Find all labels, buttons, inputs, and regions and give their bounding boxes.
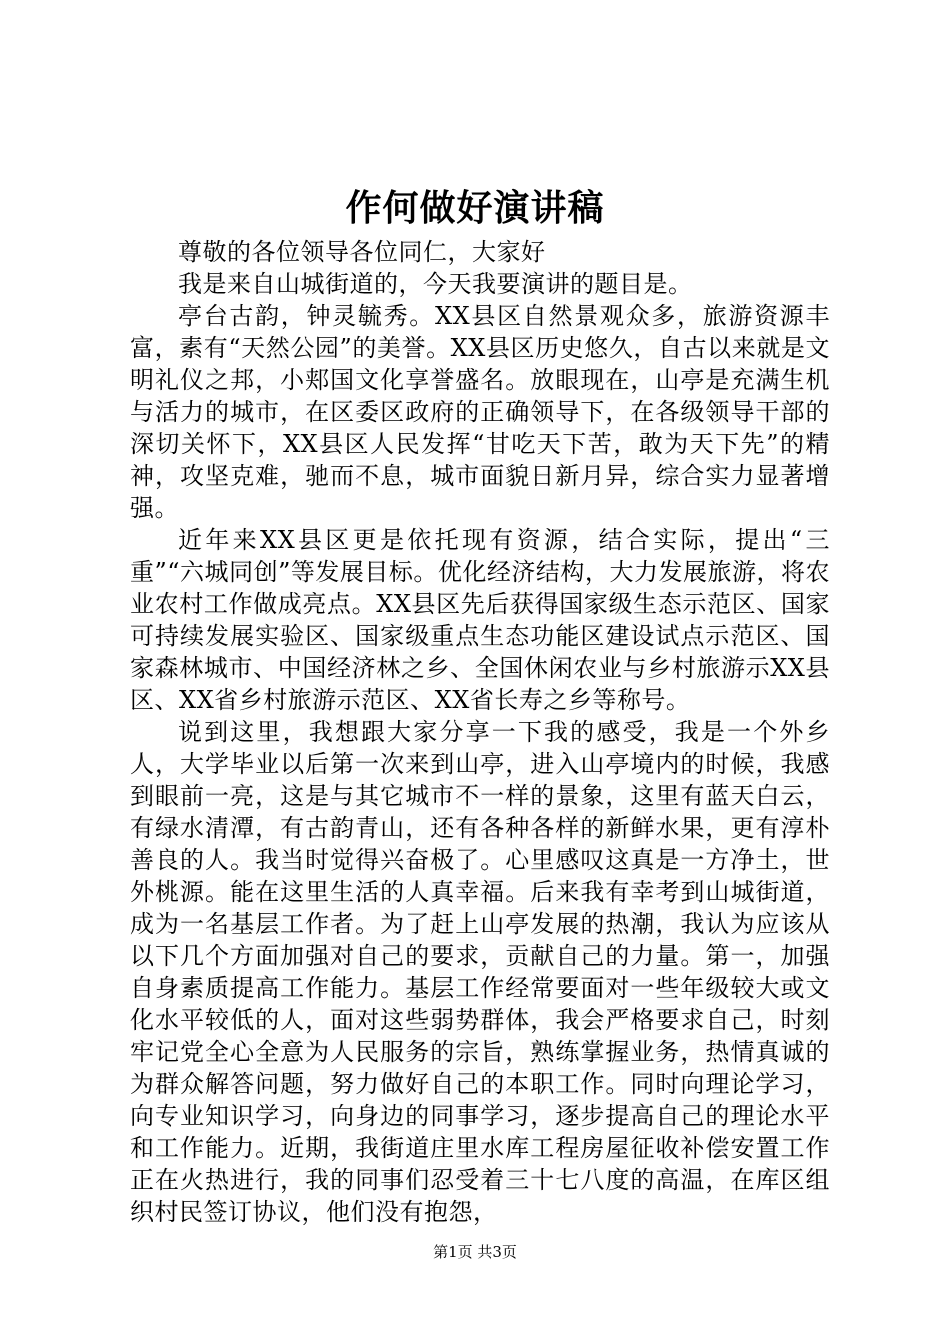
paragraph-development: 近年来XX县区更是依托现有资源，结合实际，提出“三重”“六城同创”等发展目标。优化经济结构，大力发展旅游，将农业农村工作做成亮点。XX县区先后获得国家级生态示范区、国家可持续发展实验区、国家级重点生态功能区建设试点示范区、国家森林城市、中国经济林之乡、全国休闲农业与乡村旅游示XX县区、XX省乡村旅游示范区、XX省长寿之乡等称号。 bbox=[130, 526, 830, 714]
document-body bbox=[130, 236, 830, 1228]
page-footer: 第1页 共3页 bbox=[433, 1243, 517, 1261]
paragraph-experience: 说到这里，我想跟大家分享一下我的感受，我是一个外乡人，大学毕业以后第一次来到山亭，进入山亭境内的时候，我感到眼前一亮，这是与其它城市不一样的景象，这里有蓝天白云，有绿水清潭，有古韵青山，还有各种各样的新鲜水果，更有淳朴善良的人。我当时觉得兴奋极了。心里感叹这真是一方净土，世外桃源。能在这里生活的人真幸福。后来我有幸考到山城街道，成为一名基层工作者。为了赶上山亭发展的热潮，我认为应该从以下几个方面加强对自己的要求，贡献自己的力量。第一，加强自身素质提高工作能力。基层工作经常要面对一些年级较大或文化水平较低的人，面对这些弱势群体，我会严格要求自己，时刻牢记党全心全意为人民服务的宗旨，熟练掌握业务，热情真诚的为群众解答问题，努力做好自己的本职工作。同时向理论学习，向专业知识学习，向身边的同事学习，逐步提高自己的理论水平和工作能力。近期，我街道庄里水库工程房屋征收补偿安置工作正在火热进行，我的同事们忍受着三十七八度的高温，在库区组织村民签订协议，他们没有抱怨， bbox=[130, 718, 830, 1226]
paragraph-scenery: 亭台古韵，钟灵毓秀。XX县区自然景观众多，旅游资源丰富，素有“天然公园”的美誉。XX县区历史悠久，自古以来就是文明礼仪之邦，小郏国文化享誉盛名。放眼现在，山亭是充满生机与活力的城市，在区委区政府的正确领导下，在各级领导干部的深切关怀下，XX县区人民发挥“甘吃天下苦，敢为天下先”的精神，攻坚克难，驰而不息，城市面貌日新月异，综合实力显著增强。 bbox=[130, 302, 830, 522]
paragraph-greeting: 尊敬的各位领导各位同仁，大家好 bbox=[178, 238, 546, 266]
paragraph-intro: 我是来自山城街道的，今天我要演讲的题目是。 bbox=[178, 270, 693, 298]
document-title: 作何做好演讲稿 bbox=[345, 187, 605, 229]
